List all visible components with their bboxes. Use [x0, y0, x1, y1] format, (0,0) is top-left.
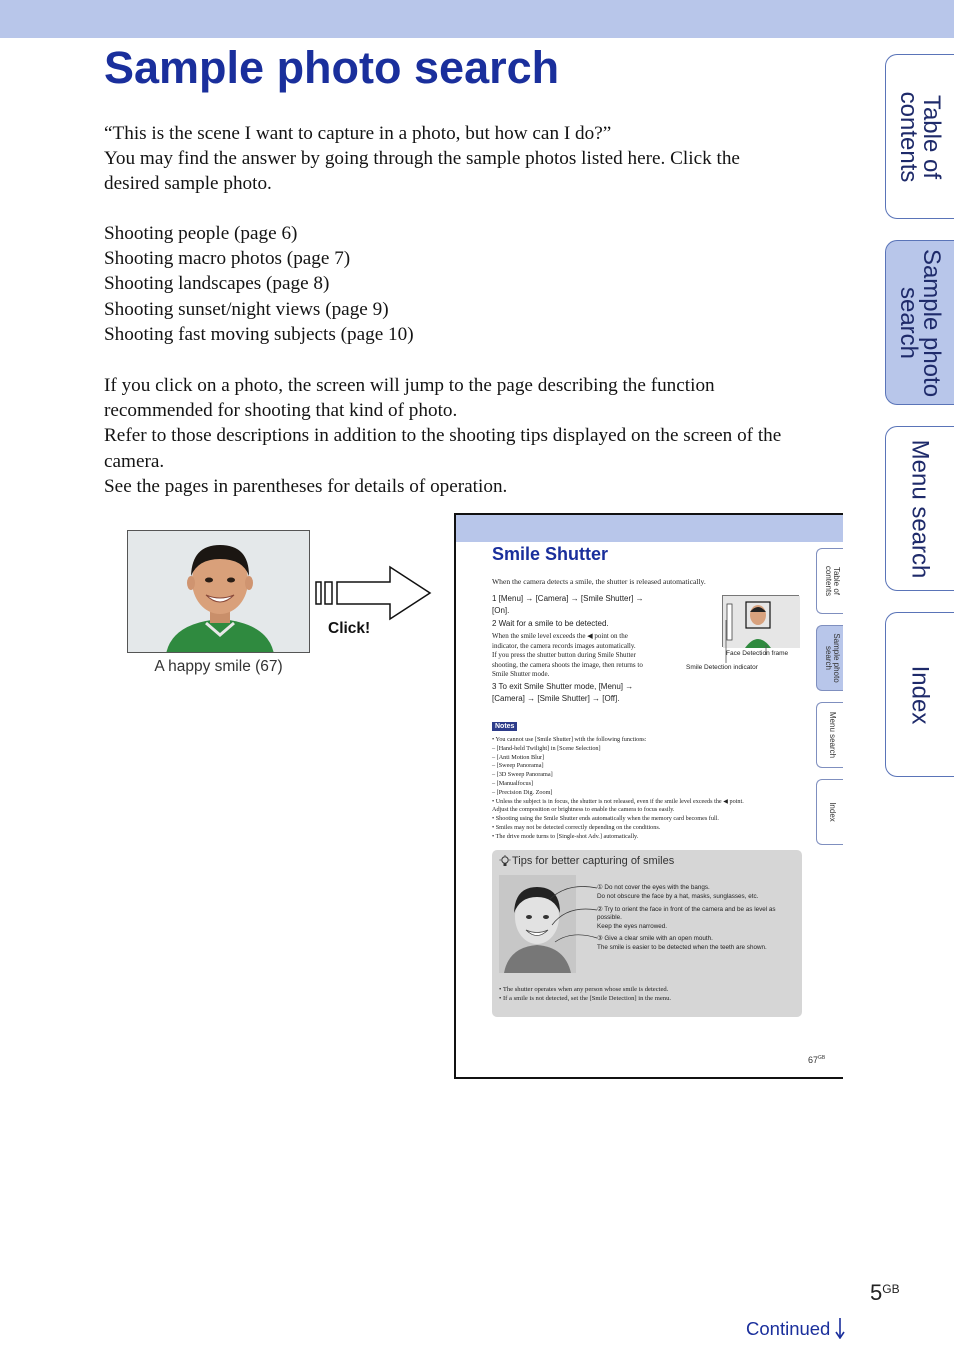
tab-menu-search[interactable]	[885, 426, 954, 591]
page-number-value: 5	[870, 1280, 883, 1305]
preview-note-line: – [3D Sweep Panorama]	[492, 771, 553, 779]
preview-notes	[492, 736, 744, 842]
preview-page-number	[808, 1055, 825, 1065]
continued-link[interactable]	[746, 1317, 845, 1340]
tab-label	[906, 439, 934, 578]
preview-tab-label: contents	[823, 565, 833, 597]
preview-tip-line: The smile is easier to be detected when the teeth are shown.	[597, 943, 767, 951]
preview-tab-index	[816, 779, 843, 845]
preview-note-line: – [Anti Motion Blur]	[492, 753, 545, 761]
preview-note-line: – [Sweep Panorama]	[492, 762, 544, 770]
intro-line: desired sample photo.	[104, 173, 272, 195]
preview-face-frame-label: Face Detection frame	[726, 650, 789, 657]
preview-note-line: – [Precision Dig. Zoom]	[492, 788, 553, 796]
preview-note-line: • The drive mode turns to [Single-shot Adv.] automatically.	[492, 832, 639, 840]
lightbulb-icon	[499, 855, 511, 867]
tab-label-line: Table of	[918, 94, 945, 179]
click-arrow-icon	[314, 563, 434, 623]
preview-tip-footer-line: • If a smile is not detected, set the [Smile Detection] in the menu.	[499, 995, 672, 1003]
preview-step-line: 1 [Menu] → [Camera] → [Smile Shutter] →	[492, 594, 644, 603]
preview-intro: When the camera detects a smile, the shutter is released automatically.	[492, 577, 706, 586]
page-number	[870, 1280, 900, 1306]
intro-line: “This is the scene I want to capture in a photo, but how can I do?”	[104, 123, 612, 144]
preview-tip-line: ② Try to orient the face in front of the camera and be as level as	[597, 905, 776, 913]
preview-note-line: • Shooting using the Smile Shutter ends automatically when the memory card becomes full.	[492, 815, 719, 823]
tab-index[interactable]	[885, 612, 954, 777]
page-title: Sample photo search	[104, 42, 560, 93]
link-shooting-fast-moving[interactable]: Shooting fast moving subjects (page 10)	[104, 323, 414, 345]
preview-tab-table-of-contents	[816, 548, 843, 614]
preview-step-detail	[492, 632, 643, 680]
preview-note-line: Adjust the composition or brightness to enable the camera to focus easily.	[492, 806, 675, 814]
preview-tip-line: ① Do not cover the eyes with the bangs.	[597, 884, 710, 891]
explanation-line: Refer to those descriptions in addition to the shooting tips displayed on the screen of the	[104, 425, 782, 447]
preview-step-line: 2 Wait for a smile to be detected.	[492, 618, 609, 628]
tab-label-line: Menu search	[906, 439, 934, 578]
preview-note-line: • Unless the subject is in focus, the shutter is not released, even if the smile level exceeds the ◀ point.	[492, 797, 744, 805]
preview-step-line: [Camera] → [Smile Shutter] → [Off].	[492, 694, 620, 703]
tab-label	[897, 91, 943, 182]
sample-photo-happy-smile[interactable]	[127, 530, 310, 653]
link-shooting-people[interactable]: Shooting people (page 6)	[104, 223, 298, 244]
preview-tips-box	[492, 850, 802, 1017]
explanation-line: If you click on a photo, the screen will jump to the page describing the function	[104, 375, 715, 396]
preview-tip-line: ③ Give a clear smile with an open mouth.	[597, 934, 713, 942]
preview-tip-line: Keep the eyes narrowed.	[597, 923, 668, 931]
sample-links-list	[104, 221, 849, 347]
preview-tab-sample-photo-search	[816, 625, 843, 691]
tab-label	[906, 665, 934, 724]
explanation-line: camera.	[104, 450, 165, 472]
preview-tip-footer-line: • The shutter operates when any person whose smile is detected.	[499, 986, 669, 993]
continued-label: Continued	[746, 1318, 831, 1339]
tab-table-of-contents[interactable]	[885, 54, 954, 219]
preview-title: Smile Shutter	[492, 544, 609, 564]
preview-step-line: If you press the shutter button during Smile Shutter	[492, 651, 636, 660]
preview-steps	[492, 593, 644, 630]
intro-line: You may find the answer by going through the sample photos listed here. Click the	[104, 148, 740, 170]
link-shooting-macro[interactable]: Shooting macro photos (page 7)	[104, 248, 351, 270]
preview-note-line: • Smiles may not be detected correctly depending on the conditions.	[492, 823, 661, 831]
explanation-paragraph	[104, 373, 849, 499]
preview-step-3	[492, 681, 633, 705]
preview-tips-title: Tips for better capturing of smiles	[512, 855, 675, 867]
preview-tip-line: possible.	[597, 914, 622, 922]
preview-tip-line: Do not obscure the face by a hat, masks, sunglasses, etc.	[597, 892, 759, 900]
preview-step-line: shooting, the camera shoots the image, then returns to	[492, 660, 643, 669]
preview-header-bar	[456, 515, 843, 542]
smiling-boy-image	[128, 531, 310, 653]
preview-tips-list	[597, 884, 776, 953]
preview-step-line: indicator, the camera records images automatically.	[492, 641, 636, 650]
preview-step-line: Smile Shutter mode.	[492, 670, 550, 679]
preview-tab-menu-search	[816, 702, 843, 768]
click-label: Click!	[328, 620, 371, 637]
preview-note-line: • You cannot use [Smile Shutter] with the following functions:	[492, 736, 647, 743]
link-shooting-sunset-night[interactable]: Shooting sunset/night views (page 9)	[104, 298, 389, 320]
page-suffix: GB	[882, 1282, 900, 1296]
preview-tab-label: Sample photo	[831, 633, 841, 683]
tab-label	[897, 248, 943, 396]
preview-step-line: 3 To exit Smile Shutter mode, [Menu] →	[492, 682, 634, 691]
preview-page-suffix: GB	[818, 1055, 826, 1061]
explanation-line: See the pages in parentheses for details of operation.	[104, 475, 508, 497]
tab-label-line: Index	[906, 665, 934, 724]
preview-notes-badge: Notes	[492, 722, 517, 731]
tab-label-line: Sample photo	[918, 248, 945, 397]
link-shooting-landscapes[interactable]: Shooting landscapes (page 8)	[104, 273, 330, 295]
preview-step-line: When the smile level exceeds the ◀ point on the	[492, 632, 628, 640]
tab-label-line: contents	[895, 91, 922, 182]
header-bar	[0, 0, 954, 38]
explanation-line: recommended for shooting that kind of photo.	[104, 400, 458, 422]
preview-smile-indicator-label: Smile Detection indicator	[686, 664, 758, 671]
arrow-down-icon	[835, 1317, 845, 1339]
preview-tab-label: Index	[827, 802, 837, 822]
tab-sample-photo-search[interactable]	[885, 240, 954, 405]
preview-step-line: [On].	[492, 606, 510, 616]
target-page-preview[interactable]	[454, 513, 843, 1079]
preview-tips-footer	[499, 985, 671, 1004]
preview-tab-label: Table of	[831, 566, 841, 596]
preview-tab-label: Menu search	[827, 711, 837, 759]
preview-note-line: – [Manualfocus]	[492, 779, 534, 787]
intro-paragraph	[104, 121, 849, 197]
preview-note-line: – [Hand-held Twilight] in [Scene Selection]	[492, 744, 601, 752]
photo-caption: A happy smile (67)	[154, 658, 283, 675]
preview-tab-label: search	[823, 645, 833, 670]
preview-page-number-value: 67	[808, 1055, 819, 1065]
tab-label-line: search	[895, 286, 922, 359]
